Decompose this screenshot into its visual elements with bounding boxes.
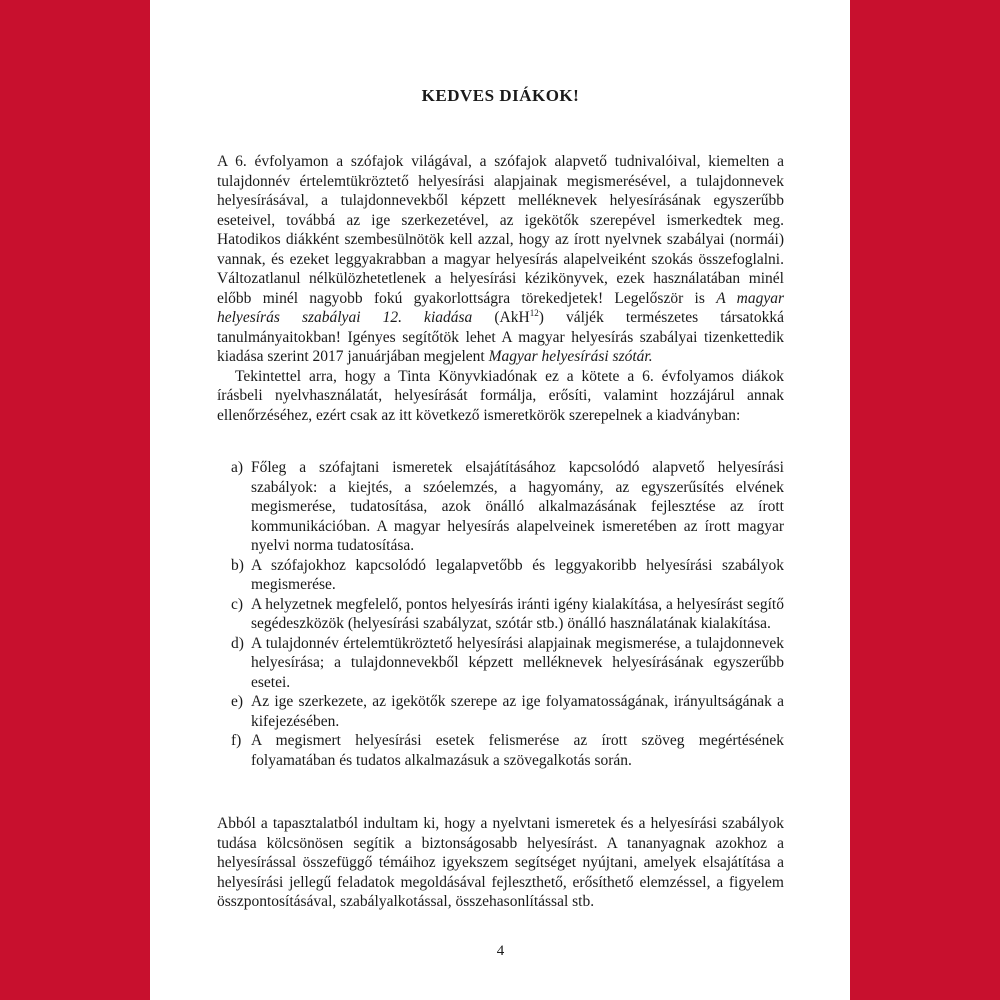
closing-paragraph: Abból a tapasztalatból indultam ki, hogy a nyelvtani ismeretek és a helyesírási szabályok tudása kölcsönösen segítik a biztonságosabb helyesírást. A tananyagnak azokhoz a helyesírással összefüggő témáihoz igyekszem segítséget nyújtani, amelyek elsajátítása a helyesírási jellegű feladatok megoldásával fejleszthető, erősíthető elemzéssel, a figyelem összpontosításával, szabályalkotással, összehasonlítással stb. [217, 815, 784, 910]
list-item [231, 556, 784, 595]
right-red-band [850, 0, 1000, 1000]
intro-superscript: 12 [529, 307, 539, 318]
list-marker: b) [231, 556, 244, 574]
list-text: A megismert helyesírási esetek felismerése az írott szöveg megértésének folyamatában és tudatos alkalmazásuk a szövegalkotás során. [251, 732, 784, 769]
intro-paragraph-2: Tekintettel arra, hogy a Tinta Könyvkiadónak ez a kötete a 6. évfolyamos diákok írásbeli nyelvhasználatát, helyesírását formálja, erősíti, valamint hozzájárul annak ellenőrzéséhez, ezért csak az itt következő ismeretkörök szerepelnek a kiadványban: [217, 367, 784, 424]
intro-italic-dictionary: Magyar helyesírási szótár. [488, 348, 653, 365]
list-item [231, 692, 784, 731]
intro-section [217, 152, 784, 425]
topic-list [231, 458, 784, 770]
list-item [231, 595, 784, 634]
intro-paragraph-1 [217, 152, 784, 367]
intro-text-a: A 6. évfolyamon a szófajok világával, a szófajok alapvető tudnivalóival, kiemelten a tulajdonnév értelemtükröztető helyesírási alapjainak megismerésével, a tulajdonnevek helyesírásával, a tulajdonnevekből képzett melléknevek helyesírásának egyszerűbb eseteivel, továbbá az ige szerkezetével, az igekötők szerepével ismerkedtek meg. Hatodikos diákként szembesülnötök kell azzal, hogy az írott nyelvnek szabályai (normái) vannak, és ezeket leggyakrabban a magyar helyesírás alapelveiként szokás összefoglalni. Változatlanul nélkülözhetetlenek a helyesírási kézikönyvek, ezek használatában minél előbb minél nagyobb fokú gyakorlottságra törekedjetek! Legelőször is [217, 153, 784, 307]
list-marker: d) [231, 634, 244, 652]
list-text: A szófajokhoz kapcsolódó legalapvetőbb és leggyakoribb helyesírási szabályok megismerése. [251, 556, 784, 593]
list-item [231, 731, 784, 770]
intro-text-c: ) váljék természetes társatokká tanulmányaitokban! Igényes segítőtök lehet A magyar helyesírás szabályai tizenkettedik kiadása szerint 2017 januárjában megjelent [217, 309, 784, 365]
intro-italic-title: A magyar helyesírás szabályai 12. kiadása [217, 289, 785, 326]
closing-section [217, 814, 784, 912]
list-item [231, 458, 784, 556]
list-marker: a) [231, 459, 244, 476]
list-text: Főleg a szófajtani ismeretek elsajátításához kapcsolódó alapvető helyesírási szabályok: a kiejtés, a szóelemzés, a hagyomány, az egyszerűsítés elvének megismerése, tudatosítása, azok önálló alkalmazásának fejlesztése az írott kommunikációban. A magyar helyesírás alapelveinek ismeretében az írott magyar nyelvi norma tudatosítása. [251, 459, 784, 554]
list-text: A helyzetnek megfelelő, pontos helyesírás iránti igény kialakítása, a helyesírást segítő segédeszközök (helyesírási szabályzat, szótár stb.) önálló használatának kialakítása. [251, 595, 784, 632]
intro-text-b: (AkH [494, 309, 530, 326]
page-title: KEDVES DIÁKOK! [421, 86, 580, 105]
book-page [217, 0, 784, 1000]
list-text: Az ige szerkezete, az igekötők szerepe az ige folyamatosságának, irányultságának a kifejezésében. [251, 693, 784, 730]
page-number: 4 [496, 943, 505, 959]
list-marker: e) [231, 693, 244, 710]
left-red-band [0, 0, 150, 1000]
list-marker: f) [231, 732, 242, 749]
list-marker: c) [231, 595, 244, 613]
list-item [231, 634, 784, 693]
list-text: A tulajdonnév értelemtükröztető helyesírási alapjainak megismerése, a tulajdonnevek helyesírása; a tulajdonnevekből képzett melléknevek helyesírásának egyszerűbb esetei. [251, 634, 784, 691]
